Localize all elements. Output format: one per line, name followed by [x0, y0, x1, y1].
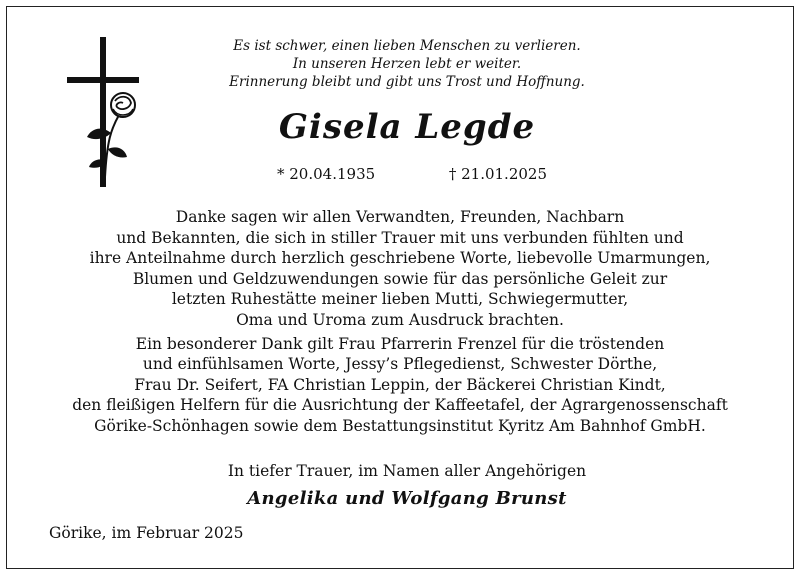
signers: Angelika und Wolfgang Brunst	[247, 488, 567, 509]
death-date: † 21.01.2025	[448, 165, 547, 183]
life-dates	[277, 165, 547, 183]
poem	[197, 37, 617, 91]
poem-line: Erinnerung bleibt und gibt uns Trost und Hoffnung.	[229, 74, 585, 90]
poem-line: Es ist schwer, einen lieben Menschen zu verlieren.	[233, 38, 581, 54]
thanks-line: Danke sagen wir allen Verwandten, Freunden, Nachbarn	[175, 208, 625, 226]
thanks-line: und Bekannten, die sich in stiller Trauer mit uns verbunden fühlten und	[116, 228, 684, 247]
thanks-line: den fleißigen Helfern für die Ausrichtung der Kaffeetafel, der Agrargenossenschaft	[72, 396, 728, 415]
thanks-line: Oma und Uroma zum Ausdruck brachten.	[236, 310, 564, 329]
thanks-text	[27, 207, 773, 437]
place-date: Görike, im Februar 2025	[49, 524, 244, 542]
thanks-line: Frau Dr. Seifert, FA Christian Leppin, der Bäckerei Christian Kindt,	[134, 375, 666, 394]
thanks-line: ihre Anteilnahme durch herzlich geschriebene Worte, liebevolle Umarmungen,	[89, 249, 711, 268]
thanks-line: letzten Ruhestätte meiner lieben Mutti, Schwiegermutter,	[171, 290, 629, 309]
obituary-notice	[6, 6, 794, 569]
birth-date: * 20.04.1935	[277, 165, 376, 183]
deceased-name: Gisela Legde	[278, 107, 536, 147]
thanks-line: Ein besonderer Dank gilt Frau Pfarrerin Frenzel für die tröstenden	[135, 334, 665, 353]
thanks-line: Görike-Schönhagen sowie dem Bestattungsinstitut Kyritz Am Bahnhof GmbH.	[94, 416, 706, 435]
closing-line: In tiefer Trauer, im Namen aller Angehörigen	[227, 462, 587, 480]
poem-line: In unseren Herzen lebt er weiter.	[292, 56, 522, 72]
thanks-line: Blumen und Geldzuwendungen sowie für das persönliche Geleit zur	[132, 269, 668, 288]
thanks-line: und einfühlsamen Worte, Jessy’s Pflegedienst, Schwester Dörthe,	[142, 355, 658, 374]
cross-with-rose-icon	[67, 37, 139, 187]
